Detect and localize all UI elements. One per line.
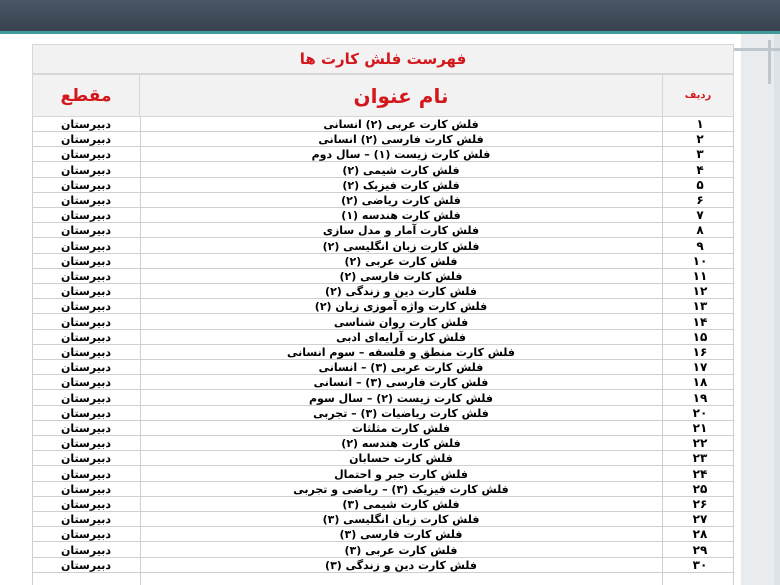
row-title: فلش کارت فارسی (۳) [339, 528, 463, 542]
row-level: دبیرستان [61, 148, 111, 162]
table-row [32, 467, 734, 482]
row-level: دبیرستان [61, 315, 111, 329]
row-number: ۱۶ [692, 345, 708, 359]
row-title: فلش کارت ریاضی (۲) [341, 194, 461, 207]
row-number: ۹ [696, 238, 704, 253]
row-number: ۲ [696, 132, 704, 147]
row-level: دبیرستان [61, 224, 111, 238]
row-level: دبیرستان [61, 437, 111, 451]
table-row [32, 193, 734, 208]
row-title: فلش کارت هندسه (۲) [341, 437, 461, 451]
row-title: فلش کارت شیمی (۲) [342, 163, 460, 177]
row-number: ۴ [696, 162, 704, 177]
row-number: ۲۳ [692, 451, 708, 466]
row-number: ۷ [696, 208, 704, 223]
row-level: دبیرستان [61, 422, 111, 435]
column-divider [662, 117, 663, 585]
table-row [32, 147, 734, 162]
table-row [32, 315, 734, 330]
row-number: ۲۹ [692, 542, 708, 557]
row-title: فلش کارت دین و زندگی (۳) [325, 558, 477, 572]
row-number: ۱۸ [692, 375, 708, 390]
row-level: دبیرستان [61, 209, 111, 223]
row-title: فلش کارت روان شناسی [333, 315, 469, 329]
row-number: ۱ [696, 117, 704, 131]
table-row [32, 132, 734, 147]
table-body [32, 0, 734, 585]
row-level: دبیرستان [61, 513, 111, 527]
table-row [32, 223, 734, 238]
row-level: دبیرستان [61, 346, 111, 359]
row-number: ۲۸ [692, 527, 708, 542]
row-level: دبیرستان [61, 330, 111, 344]
row-level: دبیرستان [61, 391, 111, 405]
table-row [32, 527, 734, 542]
row-level: دبیرستان [61, 528, 111, 542]
row-title: فلش کارت زیست (۲) – سال سوم [309, 391, 493, 405]
row-title: فلش کارت عربی (۲) [344, 254, 458, 268]
row-level: دبیرستان [61, 254, 111, 268]
row-number: ۳۰ [692, 557, 708, 572]
row-level: دبیرستان [61, 133, 111, 147]
row-level: دبیرستان [61, 406, 111, 420]
row-title: فلش کارت زیست (۱) – سال دوم [311, 148, 491, 162]
row-number: ۲۱ [692, 421, 708, 435]
row-level: دبیرستان [61, 467, 111, 481]
table-row [32, 254, 734, 269]
table-title: فهرست فلش کارت ها [32, 44, 734, 74]
row-number: ۱۹ [692, 390, 708, 405]
row-number: ۱۵ [692, 329, 708, 344]
table-row [32, 330, 734, 345]
row-level: دبیرستان [61, 543, 111, 557]
row-level: دبیرستان [61, 270, 111, 283]
slide-right-band [741, 34, 780, 585]
row-level: دبیرستان [61, 558, 111, 572]
row-title: فلش کارت ریاضیات (۳) – تجربی [313, 406, 489, 420]
table-row [32, 117, 734, 132]
row-title: فلش کارت مثلثات [351, 422, 451, 435]
row-number: ۶ [696, 193, 704, 207]
row-level: دبیرستان [61, 482, 111, 496]
table-row [32, 543, 734, 558]
table-row [32, 406, 734, 421]
row-number: ۲۵ [692, 481, 708, 496]
row-title: فلش کارت منطق و فلسفه – سوم انسانی [287, 346, 515, 359]
row-title: فلش کارت آمار و مدل سازی [322, 224, 480, 238]
column-divider [32, 117, 33, 585]
row-number: ۸ [696, 223, 704, 238]
row-title: فلش کارت عربی (۳) – انسانی [318, 361, 484, 375]
row-level: دبیرستان [61, 194, 111, 207]
row-title: فلش کارت دین و زندگی (۲) [325, 285, 477, 299]
row-number: ۱۰ [692, 253, 708, 268]
row-number: ۲۴ [692, 466, 708, 481]
row-level: دبیرستان [61, 178, 111, 192]
row-title: فلش کارت فارسی (۲) [339, 270, 463, 283]
row-number: ۱۴ [692, 314, 708, 329]
row-number: ۱۱ [692, 269, 708, 283]
table-row [32, 345, 734, 360]
row-title: فلش کارت فیزیک (۳) – ریاضی و تجربی [293, 482, 509, 496]
row-number: ۳ [696, 147, 704, 162]
row-title: فلش کارت فارسی (۳) – انسانی [313, 376, 489, 390]
row-level: دبیرستان [61, 376, 111, 390]
row-number: ۲۷ [692, 512, 708, 527]
row-number: ۲۲ [692, 436, 708, 451]
row-title: فلش کارت فارسی (۲) انسانی [318, 133, 484, 147]
row-title: فلش کارت عربی (۲) انسانی [323, 118, 479, 131]
header-name: نام عنوان [353, 83, 449, 108]
row-number: ۵ [696, 177, 704, 192]
table-row [32, 269, 734, 284]
row-title: فلش کارت فیزیک (۲) [342, 178, 460, 192]
column-divider [140, 117, 141, 585]
corner-decoration [728, 40, 780, 84]
row-level: دبیرستان [61, 239, 111, 253]
table-row [32, 284, 734, 299]
row-title: فلش کارت جبر و احتمال [334, 467, 468, 481]
row-title: فلش کارت شیمی (۳) [342, 498, 460, 511]
row-number: ۲۰ [692, 405, 708, 420]
row-level: دبیرستان [61, 498, 111, 511]
row-title: فلش کارت واژه آموزی زبان (۲) [314, 300, 488, 314]
header-row-number: ردیف [684, 90, 712, 101]
table-row [32, 163, 734, 178]
table-row [32, 558, 734, 573]
table-row [32, 497, 734, 512]
row-level: دبیرستان [61, 118, 111, 131]
row-title: فلش کارت زبان انگلیسی (۳) [322, 513, 480, 527]
table-row [32, 451, 734, 466]
table-row [32, 482, 734, 497]
row-number: ۲۶ [692, 497, 708, 511]
row-level: دبیرستان [61, 285, 111, 299]
row-title: فلش کارت آرایه‌ای ادبی [336, 330, 466, 344]
row-level: دبیرستان [61, 452, 111, 466]
table-row [32, 360, 734, 375]
table-row [32, 208, 734, 223]
row-number: ۱۲ [692, 284, 708, 299]
row-title: فلش کارت عربی (۳) [344, 543, 458, 557]
row-number: ۱۳ [692, 299, 708, 314]
row-title: فلش کارت زبان انگلیسی (۲) [322, 239, 480, 253]
table-row [32, 436, 734, 451]
row-number: ۱۷ [692, 360, 708, 375]
column-divider [733, 117, 734, 585]
table-row [32, 239, 734, 254]
row-title: فلش کارت حسابان [349, 452, 453, 466]
table-row [32, 391, 734, 406]
table-row [32, 421, 734, 436]
row-level: دبیرستان [61, 163, 111, 177]
header-level: مقطع [60, 85, 112, 106]
table-row [32, 178, 734, 193]
row-title: فلش کارت هندسه (۱) [341, 209, 461, 223]
row-level: دبیرستان [61, 300, 111, 314]
table-row [32, 375, 734, 390]
row-level: دبیرستان [61, 361, 111, 375]
table-row [32, 299, 734, 314]
table-row [32, 512, 734, 527]
